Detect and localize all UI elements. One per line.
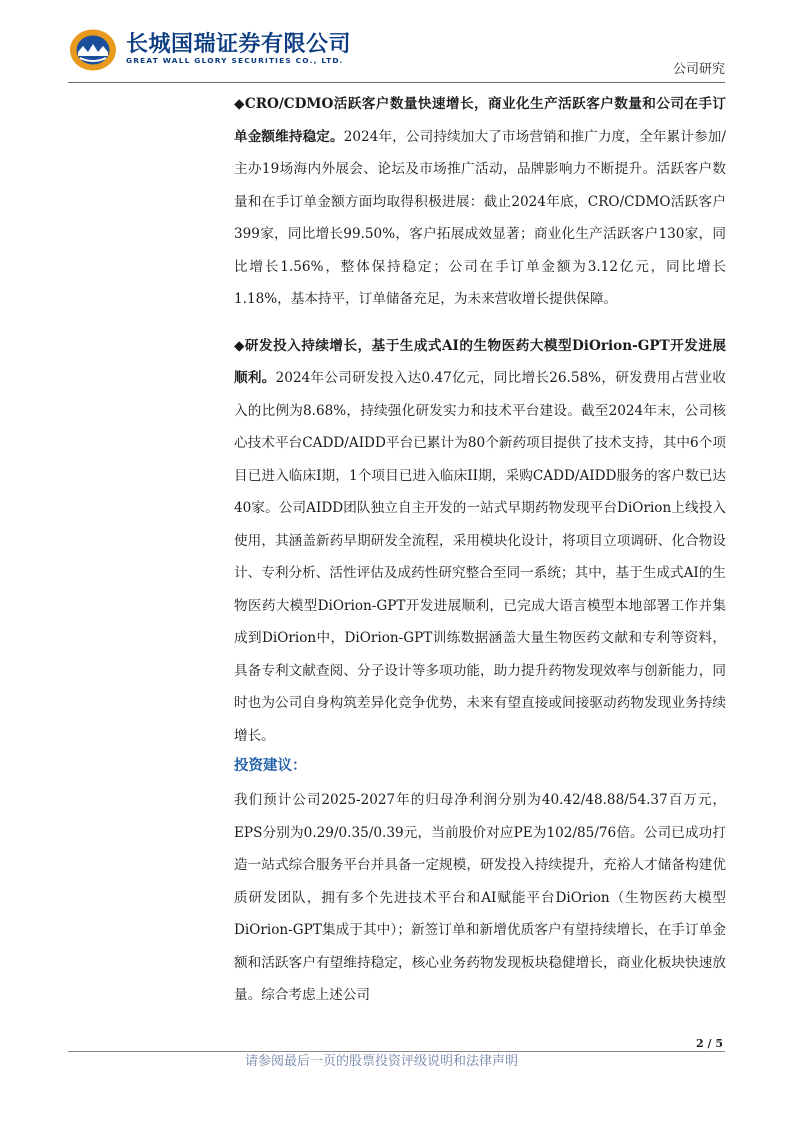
- report-body: [234, 88, 726, 1012]
- company-logo-icon: [68, 28, 118, 72]
- page-header: [0, 0, 793, 90]
- report-type-label: 公司研究: [672, 62, 725, 77]
- paragraph-heading: ◆研发投入持续增长，基于生成式AI的生物医药大模型DiOrion-GPT开发进展顺利。: [234, 337, 726, 386]
- paragraph-text: 2024年，公司持续加大了市场营销和推广力度，全年累计参加/主办19场海内外展会、论坛及市场推广活动，品牌影响力不断提升。活跃客户数量和在手订单金额方面均取得积极进展：截止2024年底，CRO/CDMO活跃客户399家，同比增长99.50%，客户拓展成效显著；商业化生产活跃客户130家，同比增长1.56%，整体保持稳定；公司在手订单金额为3.12亿元，同比增长1.18%，基本持平，订单储备充足，为未来营收增长提供保障。: [234, 128, 726, 307]
- paragraph-text: 2024年公司研发投入达0.47亿元，同比增长26.58%，研发费用占营业收入的比例为8.68%，持续强化研发实力和技术平台建设。截至2024年末，公司核心技术平台CADD/AIDD平台已累计为80个新药项目提供了技术支持，其中6个项目已进入临床I期，1个项目已进入临床II期，采购CADD/AIDD服务的客户数已达40家。公司AIDD团队独立自主开发的一站式早期药物发现平台DiOrion上线投入使用，其涵盖新药早期研发全流程，采用模块化设计，将项目立项调研、化合物设计、专利分析、活性评估及成药性研究整合至同一系统；其中，基于生成式AI的生物医药大模型DiOrion-GPT开发进展顺利，已完成大语言模型本地部署工作并集成到DiOrion中，DiOrion-GPT训练数据涵盖大量生物医药文献和专利等资料，具备专利文献查阅、分子设计等多项功能，助力提升药物发现效率与创新能力，同时也为公司自身构筑差异化竞争优势，未来有望直接或间接驱动药物发现业务持续增长。: [234, 370, 726, 744]
- company-name-en: GREAT WALL GLORY SECURITIES CO., LTD.: [126, 56, 344, 65]
- page-number: 2 / 5: [696, 1037, 723, 1050]
- company-name-cn: 长城国瑞证券有限公司: [126, 32, 352, 57]
- paragraph-rd-investment: [234, 330, 726, 753]
- investment-advice-heading: 投资建议：: [234, 758, 307, 774]
- paragraph-heading: ◆CRO/CDMO活跃客户数量快速增长，商业化生产活跃客户数量和公司在手订单金额维持稳定。: [234, 96, 726, 145]
- paragraph-customer-growth: [234, 88, 726, 316]
- footer-disclaimer: 请参阅最后一页的股票投资评级说明和法律声明: [245, 1054, 519, 1069]
- header-divider: [68, 82, 725, 83]
- investment-advice-text: 我们预计公司2025-2027年的归母净利润分别为40.42/48.88/54.37百万元，EPS分别为0.29/0.35/0.39元，当前股价对应PE为102/85/76倍。公司已成功打造一站式综合服务平台并具备一定规模，研发投入持续提升，充裕人才储备构建优质研发团队，拥有多个先进技术平台和AI赋能平台DiOrion（生物医药大模型DiOrion-GPT集成于其中）；新签订单和新增优质客户有望持续增长，在手订单金额和活跃客户有望维持稳定，核心业务药物发现板块稳健增长，商业化板块快速放量。综合考虑上述公司: [234, 792, 726, 1003]
